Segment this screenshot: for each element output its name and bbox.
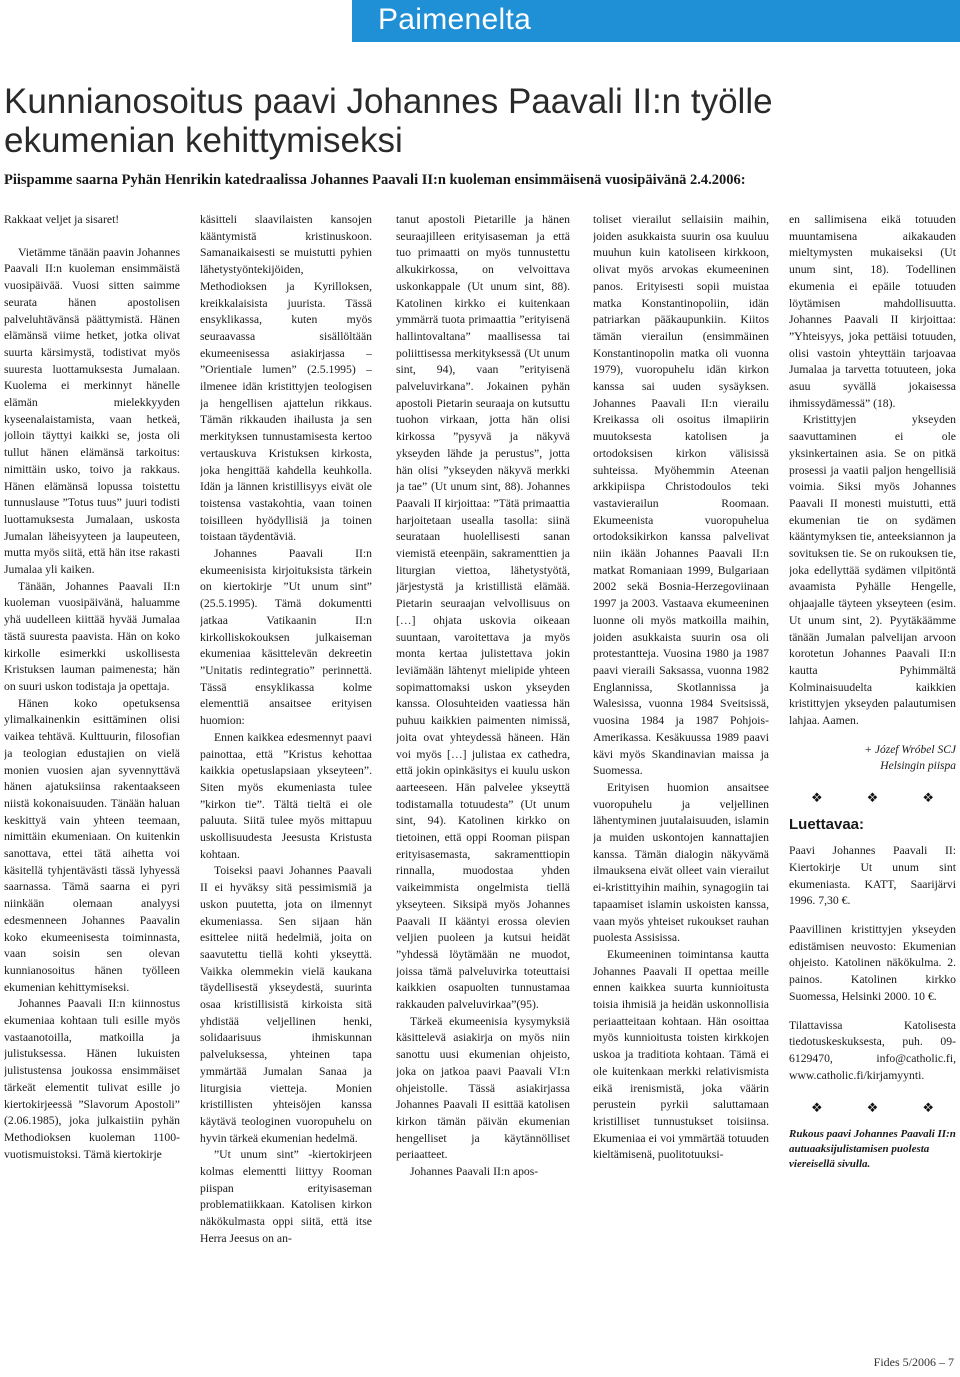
paragraph: toliset vierailut sellaisiin maihin, joiden asukkaista suurin osa kuuluu muuhun kuin katoliseen kirkkoon, olivat myös arvokas ekumeeninen panos. Erityisesti sopii muistaa matka Konstantinopoliin, idän patriarkan pääkaupunkiin. Kiitos tämän vierailun (ensimmäinen Konstantinopolin matka oli vuonna 1979), vuoropuhelu idän kirkon kanssa sai uuden sysäyksen. Johannes Paavali II:n vierailu Kreikassa oli osoitus ilmapiirin muutoksesta katolisen ja ortodoksisen kirkon välisissä suhteissa. Myöhemmin Ateenan arkkipiispa Christodoulos teki vastavierailun Roomaan. Ekumeenista vuoropuhelua ortodoksikirkon kanssa palvelivat niin ikään Johannes Paavali II:n matkat Romaniaan 1999, Bulgariaan 2002 sekä Bosnia-Herzegoviinaan 1997 ja 2003. Vastaava ekumeeninen luonne oli myös matkoilla maihin, joiden asukkaista suurin osa oli protestantteja. Vuosina 1980 ja 1987 paavi vieraili Saksassa, vuonna 1982 Englannissa, Skotlannissa ja Walesissa, vuonna 1984 Sveitsissä, vuosina 1984 ja 1987 Pohjois-Amerikassa. Kesäkuussa 1989 paavi kävi myös Skandinavian maissa ja Suomessa. [593,213,769,778]
text-column-1 [4,212,180,1330]
paragraph: Erityisen huomion ansaitsee vuoropuhelu ja veljellinen lähentyminen juutalaisuuden, islamin ja muiden uskontojen kannattajien kanssa. Tämän dialogin näkyvämä ilmauksena eivät olleet vain vierailut ei-kristittyihin maihin, synagogiin tai tapaamiset islamin uskoisten kanssa, vaan myös yhteiset rukoukset rauhan puolesta Assisissa. [593,780,769,945]
paragraph: Ennen kaikkea edesmennyt paavi painottaa, että ”Kristus kehottaa kaikkia opetuslapsiaan ykseyteen”. Siten myös ekumeniasta tulee ”kirkon tie”. Tältä tieltä ei ole paluuta. Siitä tulee myös mittapuu uskollisuudesta Jeesusta Kristusta kohtaan. [200,730,372,861]
section-title: Paimenelta [378,3,532,36]
cross-reference-note: Rukous paavi Johannes Paavali II:n autuaaksijulistamisen puolesta viereisellä sivulla. [789,1128,956,1171]
text-column-5 [789,212,956,1330]
paragraph: ”Ut unum sint” -kiertokirjeen kolmas elementti liittyy Rooman piispan erityisaseman problematiikkaan. Katolisen kirkon näkökulmasta oppi siitä, että itse Herra Jeesus on an- [200,1148,372,1245]
text-column-3 [396,212,570,1330]
paragraph: Vietämme tänään paavin Johannes Paavali II:n kuoleman ensimmäistä vuosipäivää. Vuosi sitten saimme seurata hänen apostolisen palveluhtävänsä päättymistä. Hänen elämänsä viime hetket, jotka olivat suurta kärsimystä, todistivat myös suuresta luottamuksesta Jumalaan. Kuolema ei merkinnyt hänelle elämän mielekkyyden kyseenalaistamista, vaan hetkeä, jolloin täyttyi kaikki se, josta oli tullut hänen elämänsä tarkoitus: nimittäin usko, toivo ja rakkaus. Hänen elämänsä lopussa toistettu tunnuslause ”Totus tuus” juuri todisti luottamuksesta Jumalaan, uskosta Jumalan läheisyyteen ja laupeuteen, mutta myös siitä, että hän itse rakasti Jumalaa yli kaiken. [4,245,180,577]
reading-item: Paavi Johannes Paavali II: Kiertokirje Ut unum sint ekumeniasta. KATT, Saarijärvi 1996. 7,30 €. [789,844,956,908]
paragraph: tanut apostoli Pietarille ja hänen seuraajilleen erityisaseman ja että tuo primaatti on myös tunnustettu alkukirkossa, on velvoittava uskonkappale (Ut unum sint, 88). Katolinen kirkko ei kuitenkaan ymmärrä tuota primaattia ”erityisenä hallintovaltana” maallisessa tai poliittisessa merkityksessä (Ut unum sint, 94), vaan ”erityisenä palveluvirkana”. Jokainen pyhän apostoli Pietarin seuraaja on kutsuttu tuohon virkaan, jotta hän olisi kirkossa ”pysyvä ja näkyvä ykseyden lähde ja perustus”, jotta hän olisi ”ykseyden näkyvä merkki ja tae” (Ut unum sint, 88). Johannes Paavali II kirjoittaa: ”Tätä primaattia harjoitetaan usealla tasolla: siinä seurataan huolellisesti sanan viemistä eteenpäin, sakramenttien ja liturgian viettoa, lähetystyötä, järjestystä ja kristillistä elämää. Pietarin seuraajan velvollisuus on […] ohjata uskovia oikeaan suuntaan, varoitettava ja myös monta kertaa julistettava jokin leviämään lähtenyt mielipide yhteen sopimattomaksi uskon ykseyden kanssa. Olosuhteiden vaatiessa hän puhuu kaikkien paimenten nimissä, joita ovat yhteydessä häneen. Hän voi myös […] julistaa ex cathedra, että jokin opinkäsitys ei kuulu uskon aarteeseen. Hän palvelee ykseyttä todistamalla totuudesta” (Ut unum sint, 94). Katolinen kirkko on tietoinen, että oppi Rooman piispan erityisasemasta, sakramenttiopin rinnalla, muodostaa yhden vaikeimmista ongelmista tiellä ykseyteen. Siksipä myös Johannes Paavali II kääntyi erossa olevien veljien puoleen ja kutsui heidät ”yhdessä löytämään ne muodot, joissa tämä palveluvirka toteuttaisi kaikkien osapuolten tunnustamaa rakkauden palveluvirkaa”(95). [396,213,570,1012]
four-petal-ornament-icon: ❖ [866,1100,879,1116]
four-petal-ornament-icon: ❖ [811,789,823,805]
article-headline: Kunnianosoitus paavi Johannes Paavali II:n työlle ekumenian kehittymiseksi [4,82,773,160]
salutation: Rakkaat veljet ja sisaret! [4,213,120,226]
article-lede: Piispamme saarna Pyhän Henrikin katedraalissa Johannes Paavali II:n kuoleman ensimmäisenä vuosipäivänä 2.4.2006: [4,172,746,188]
four-petal-ornament-icon: ❖ [922,789,934,805]
page-footer: Fides 5/2006 – 7 [873,1355,954,1369]
paragraph: Johannes Paavali II:n ekumeenisista kirjoituksista tärkein on kiertokirje ”Ut unum sint” (25.5.1995). Tämä dokumentti jatkaa Vatikaanin II:n kirkolliskokouksen julkaiseman ekumeniaa käsittelevän dekreetin ”Unitatis redintegratio” perinnettä. Tässä ensyklikassa kolme elementtiä ansaitsee erityisen huomion: [200,547,372,728]
text-column-2 [200,212,372,1330]
four-petal-ornament-icon: ❖ [922,1100,934,1116]
order-info: Tilattavissa Katolisesta tiedotuskeskuksesta, puh. 09-6129470, info@catholic.fi, www.catholic.fi/kirjamyynti. [789,1018,956,1082]
paragraph: Kristittyjen ykseyden saavuttaminen ei ole yksinkertainen asia. Se on pitkä prosessi ja vaatii paljon hengellisiä voimia. Siksi myös Johannes Paavali II monesti muistutti, että ekumenian tie on sydämen kääntymyksen tie, anteeksiannon ja sovituksen tie. Se on rukouksen tie, joka edellyttää sydämen vilpitöntä avaamista Pyhälle Hengelle, ohjaajalle täyteen ykseyteen (esim. Ut unum sint, 2). Pyytäkäämme tänään Jumalan palvelijan arvoon korotetun Johannes Paavali II:n kautta Pyhimmältä Kolminaisuudelta kaikkien kristittyjen ykseyden palautumisen lahjaa. Aamen. [789,413,956,728]
paragraph: käsitteli slaavilaisten kansojen kääntymistä kristinuskoon. Samanaikaisesti se muistutti pyhien lähetystyöntekijöiden, Methodioksen ja Kyrilloksen, kreikkalaisista juurista. Tässä ensyklikassa, kuten myös seuraavassa sisällöltään ekumeenisessa asiakirjassa – ”Orientiale lumen” (2.5.1995) – ilmenee idän kristittyjen teologisen ja hengellisen ajattelun rikkaus. Tämän rikkauden ihailusta ja sen merkityksen tunnustamisesta kertoo vertauskuva Kristuksen kirkosta, joka hengittää kahdella keuhkolla. Idän ja lännen kristillisyys eivät ole toistensa vastakohtia, vaan toinen toisilleen hyödyllisiä ja toinen toistaan täydentäviä. [200,213,372,544]
paragraph: Ekumeeninen toimintansa kautta Johannes Paavali II opettaa meille ennen kaikkea suurta kunnioitusta toisia ihmisiä ja heidän uskonnollisia periaatteitaan kohtaan. Hän osoittaa myös kunnioitusta toisten kirkkojen uskoa ja traditiota kohtaan. Tämä ei ole kuitenkaan merkki relativismista eikä irenismistä, joka väärin perustein pyrkii saluttamaan kristilliset tunnustukset toisiinsa. Ekumeniaa ei voi ymmärtää totuuden kieltämisenä, puolitotuuksi- [593,947,769,1162]
four-petal-ornament-icon: ❖ [811,1100,823,1116]
author-title: Helsingin piispa [880,759,956,772]
author-name: + Józef Wróbel SCJ [864,743,956,756]
paragraph: Toiseksi paavi Johannes Paavali II ei hyväksy sitä pessimismiä ja uskon puutetta, jota on ilmennyt ekumeniassa. Sen sijaan hän esittelee niitä hedelmiä, joita on saavutettu tiellä kohti ykseyttä. Vaikka olemmekin vielä kaukana täydellisestä ykseydestä, suurinta osaa kristillisistä kirkoista sitä yhdistää veljellinen henki, solidaarisuus ihmiskunnan palveluksessa, yhteinen tapa ymmärtää Jumalan Sanaa ja liturgisia vietteja. Monien kristillisten yhteisöjen kanssa käytävä teologinen vuoropuhelu on hyvin tärkeä ekumenian hedelmä. [200,864,372,1145]
paragraph: Tänään, Johannes Paavali II:n kuoleman vuosipäivänä, haluamme yhä uudelleen kiittää hyvää Jumalaa tästä suuresta paavista. Hän on koko kirkolle esimerkki uskollisesta Kristuksen lauman paimenesta; hän on suuri uskon todistaja ja opettaja. [4,579,180,693]
paragraph: Johannes Paavali II:n apos- [410,1165,539,1179]
ornament-divider [789,790,956,807]
paragraph: Johannes Paavali II:n kiinnostus ekumeniaa kohtaan tuli esille myös vastaanotoilla, matkoilla ja julistuksessa. Hänen lukuisten julistustensa joukossa ensimmäiset tärkeät elementit tulivat esille jo kiertokirjeessä ”Slavorum Apostoli” (2.06.1985), joka julkaistiin pyhän Methodioksen kuoleman 1100-vuotismuistoksi. Tämä kiertokirje [4,997,180,1161]
four-petal-ornament-icon: ❖ [866,789,879,805]
reading-list-title: Luettavaa: [789,815,865,833]
ornament-divider [789,1100,956,1117]
reading-item: Paavillinen kristittyjen ykseyden edistämisen neuvosto: Ekumenian ohjeisto. Katolinen näkökulma. 2. painos. Katolinen kirkko Suomessa, Helsinki 2000. 10 €. [789,923,956,1003]
paragraph: Hänen koko opetuksensa ylimalkainenkin esittäminen olisi vaikea tehtävä. Kulttuurin, filosofian ja teologian edustajien on vielä monien vuosien ajan syvennyttävä hänen ajatuksiinsa rakentaakseen niistä kokonaisuuden. Tänään haluan keskittyä vain yhteen teemaan, nimittäin ekumeniaan. On kuitenkin sanottava, ettei tätä aihetta voi käsitellä tyhjentävästi tässä lyhyessä saarnassa. Tämä saarna ei pyri niinkään olemaan analyysi edesmenneen Johannes Paavalin koko ekumeenisesta toiminnasta, vaan soisin sen olevan kunnianosoitus hänen työlleen ekumenian kehittymiseksi. [4,696,180,994]
text-column-4 [593,212,769,1330]
paragraph: en sallimisena eikä totuuden muuntamisena aikakauden mieltymysten mukaiseksi (Ut unum sint, 18). Todellinen ekumenia ei epäile totuuden löytämisen mahdollisuutta. Johannes Paavali II kirjoittaa: ”Yhteisyys, joka pettäisi totuuden, olisi vastoin yhteyttäin tarjoavaa Jumalaa ja tarvetta totuuteen, joka asuu syvällä jokaisessa ihmissydämessä” (18). [789,213,956,410]
paragraph: Tärkeä ekumeenisia kysymyksiä käsittelevä asiakirja on myös niin sanottu uusi ekumenian ohjeisto, joka on jatkoa paavi Paavali VI:n ohjeistolle. Tässä asiakirjassa Johannes Paavali II esittää katolisen kirkon tämän päivän ekumenian hengelliset ja käytännölliset periaatteet. [396,1014,570,1162]
